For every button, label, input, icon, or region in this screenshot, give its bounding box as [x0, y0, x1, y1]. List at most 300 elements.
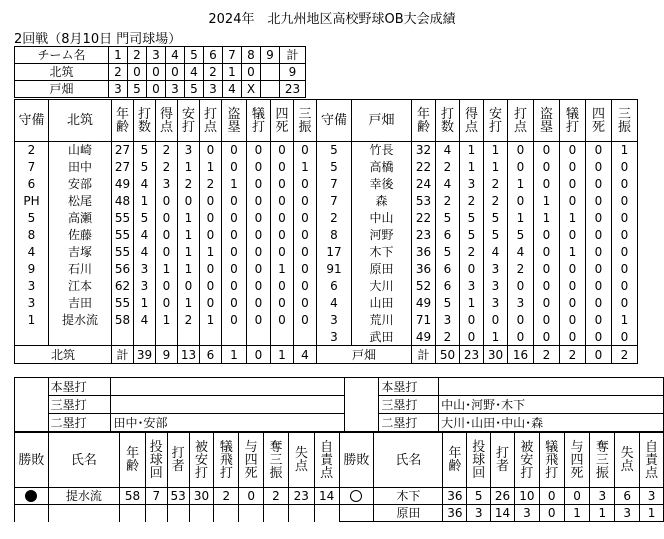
batting-cell: 0: [508, 159, 534, 176]
header-ip: 投球回: [145, 433, 167, 488]
batting-cell: 4: [508, 244, 534, 261]
inning-runs: 3: [204, 81, 223, 98]
batting-cell: 0: [586, 329, 612, 346]
batting-cell: 0: [612, 244, 638, 261]
batting-cell: 0: [222, 159, 247, 176]
batting-cell: 0: [560, 159, 586, 176]
total-value: 2: [534, 346, 560, 364]
batting-cell: 0: [156, 210, 178, 227]
header-result: 勝敗: [15, 433, 49, 488]
batting-cell: 5: [436, 244, 460, 261]
batting-cell: 0: [534, 176, 560, 193]
team-total-runs: 9: [280, 64, 306, 81]
header-runs: 得点: [460, 100, 484, 142]
batting-cell: 2: [484, 193, 508, 210]
batting-cell: 0: [294, 193, 317, 210]
batting-cell: 0: [560, 278, 586, 295]
batting-cell: 0: [534, 159, 560, 176]
batting-cell: 22: [412, 210, 436, 227]
pitching-empty-cell: [145, 505, 167, 522]
inning-label: 6: [204, 47, 223, 64]
header-rbi: 打点: [200, 100, 222, 142]
header-sac: 犠打: [247, 100, 271, 142]
header-hits: 安打: [178, 100, 200, 142]
header-bf: 打者: [491, 433, 515, 488]
batting-cell: 4: [317, 295, 352, 312]
total-value: 50: [436, 346, 460, 364]
batting-cell: 0: [200, 227, 222, 244]
xbh-label-triple: 三塁打: [379, 396, 439, 414]
total-value: 6: [200, 346, 222, 364]
batter-name: 吉田: [49, 295, 112, 312]
batting-cell: 0: [586, 210, 612, 227]
pitching-cell: 6: [615, 488, 640, 505]
batting-cell: 4: [15, 244, 49, 261]
inning-label: 5: [185, 47, 204, 64]
inning-runs: 0: [128, 64, 147, 81]
pitching-empty-cell: [214, 505, 239, 522]
batting-cell: 0: [294, 210, 317, 227]
header-result: 勝敗: [339, 433, 374, 488]
xbh-players-left-double: 田中･安部: [111, 414, 344, 432]
batting-cell: 0: [271, 193, 294, 210]
batting-cell: 55: [112, 295, 134, 312]
batting-cell: [112, 329, 134, 346]
inning-runs: 4: [185, 64, 204, 81]
batting-cell: 0: [586, 176, 612, 193]
pitching-cell: 2: [264, 488, 289, 505]
batting-cell: 0: [460, 312, 484, 329]
pitching-cell: 36: [443, 505, 467, 522]
batting-cell: 1: [294, 159, 317, 176]
inning-label: 4: [166, 47, 185, 64]
batting-cell: 0: [586, 142, 612, 159]
batting-cell: 71: [412, 312, 436, 329]
batting-cell: 7: [317, 193, 352, 210]
batting-cell: 0: [612, 159, 638, 176]
batting-cell: 27: [112, 142, 134, 159]
inning-label: 3: [147, 47, 166, 64]
batting-cell: 3: [484, 295, 508, 312]
header-bf: 打者: [167, 433, 189, 488]
batting-cell: 49: [412, 295, 436, 312]
batter-name: 森: [352, 193, 412, 210]
batting-cell: 0: [612, 329, 638, 346]
batting-cell: 0: [460, 261, 484, 278]
score-header-total: 計: [280, 47, 306, 64]
batting-cell: 5: [436, 210, 460, 227]
batting-cell: 9: [15, 261, 49, 278]
batter-name: 大川: [352, 278, 412, 295]
batting-cell: 58: [112, 312, 134, 329]
pitching-cell: 3: [467, 505, 491, 522]
batting-cell: 0: [178, 193, 200, 210]
batting-cell: 91: [317, 261, 352, 278]
pitching-cell: 3: [640, 488, 664, 505]
header-sac: 犠飛打: [214, 433, 239, 488]
total-team-right: 戸畑: [317, 346, 412, 364]
batting-cell: 2: [460, 193, 484, 210]
batting-cell: 1: [460, 295, 484, 312]
total-value: 0: [247, 346, 271, 364]
batting-cell: 0: [586, 193, 612, 210]
batting-cell: 1: [508, 210, 534, 227]
result-mark: [339, 505, 374, 522]
total-value: 0: [586, 346, 612, 364]
header-ab: 打数: [134, 100, 156, 142]
batting-cell: 4: [134, 176, 156, 193]
batting-cell: 1: [200, 159, 222, 176]
total-value: 39: [134, 346, 156, 364]
batting-cell: 0: [222, 295, 247, 312]
batting-cell: 0: [222, 210, 247, 227]
batting-cell: 55: [112, 227, 134, 244]
inning-label: 1: [109, 47, 128, 64]
batting-cell: 4: [436, 142, 460, 159]
batting-cell: 0: [222, 312, 247, 329]
xbh-players-right-double: 大川･山田･中山･森: [439, 414, 664, 432]
header-age: 年齢: [112, 100, 134, 142]
batting-cell: [134, 329, 156, 346]
batting-cell: 55: [112, 244, 134, 261]
batting-cell: 0: [294, 244, 317, 261]
batting-cell: 0: [156, 193, 178, 210]
batting-cell: [247, 329, 271, 346]
batter-name: 佐藤: [49, 227, 112, 244]
result-mark: [339, 488, 374, 505]
total-value: 1: [271, 346, 294, 364]
batting-cell: 5: [460, 227, 484, 244]
xbh-spacer-left: [15, 378, 49, 432]
batter-name: 中山: [352, 210, 412, 227]
batting-cell: 23: [412, 227, 436, 244]
inning-runs: 0: [147, 81, 166, 98]
batting-cell: 3: [15, 278, 49, 295]
batting-cell: 0: [484, 312, 508, 329]
batting-cell: 1: [200, 244, 222, 261]
batting-cell: 0: [612, 210, 638, 227]
pitching-empty-cell: [189, 505, 214, 522]
pitching-cell: 14: [491, 505, 515, 522]
inning-runs: 0: [147, 64, 166, 81]
batting-cell: 5: [317, 142, 352, 159]
batting-cell: 2: [200, 176, 222, 193]
batting-cell: 2: [317, 210, 352, 227]
batting-cell: 0: [247, 210, 271, 227]
batting-cell: [15, 329, 49, 346]
batting-cell: 5: [436, 295, 460, 312]
batting-cell: 62: [112, 278, 134, 295]
batting-cell: 0: [200, 278, 222, 295]
header-sb: 盗塁: [222, 100, 247, 142]
xbh-players-right-hr: [439, 378, 664, 396]
batting-cell: 1: [178, 159, 200, 176]
batter-name: [49, 329, 112, 346]
pitching-empty-cell: [167, 505, 189, 522]
batting-cell: 0: [508, 312, 534, 329]
batting-cell: PH: [15, 193, 49, 210]
batting-cell: 0: [247, 227, 271, 244]
batting-cell: 17: [317, 244, 352, 261]
batting-cell: 5: [134, 159, 156, 176]
batting-cell: 3: [317, 329, 352, 346]
batter-name: 竹長: [352, 142, 412, 159]
batting-cell: 0: [560, 142, 586, 159]
pitcher-name: 木下: [374, 488, 443, 505]
inning-runs: 4: [223, 81, 242, 98]
header-r: 失点: [615, 433, 640, 488]
batting-cell: 3: [508, 295, 534, 312]
pitching-empty-cell: [48, 505, 119, 522]
batter-name: 武田: [352, 329, 412, 346]
batting-cell: 0: [586, 295, 612, 312]
pitching-cell: 53: [167, 488, 189, 505]
batter-name: 吉塚: [49, 244, 112, 261]
team-name: 戸畑: [15, 81, 109, 98]
batter-name: 河野: [352, 227, 412, 244]
header-runs: 得点: [156, 100, 178, 142]
batting-cell: [271, 329, 294, 346]
inning-label: 7: [223, 47, 242, 64]
batting-cell: 5: [484, 227, 508, 244]
batting-cell: 0: [560, 227, 586, 244]
batting-cell: 4: [134, 244, 156, 261]
batting-cell: 1: [271, 261, 294, 278]
batting-cell: [178, 329, 200, 346]
batting-cell: 0: [586, 278, 612, 295]
total-value: 16: [508, 346, 534, 364]
batting-cell: 48: [112, 193, 134, 210]
batting-cell: 1: [178, 261, 200, 278]
score-header-team: チーム名: [15, 47, 109, 64]
inning-runs: [261, 64, 280, 81]
batting-cell: [200, 329, 222, 346]
pitcher-name: 提水流: [48, 488, 119, 505]
batting-cell: 36: [412, 261, 436, 278]
batting-cell: 7: [317, 176, 352, 193]
batting-cell: 5: [460, 210, 484, 227]
batting-cell: 0: [508, 278, 534, 295]
batting-cell: 0: [294, 227, 317, 244]
page-title: 2024年 北九州地区高校野球OB大会成績: [208, 12, 456, 27]
batting-cell: 0: [222, 244, 247, 261]
batting-cell: 4: [436, 176, 460, 193]
batting-cell: 0: [508, 193, 534, 210]
batter-name: 安部: [49, 176, 112, 193]
batting-cell: 1: [612, 312, 638, 329]
batting-cell: 6: [436, 227, 460, 244]
header-rbi: 打点: [508, 100, 534, 142]
header-r: 失点: [288, 433, 314, 488]
xbh-label-triple: 三塁打: [48, 396, 111, 414]
pitching-cell: 10: [514, 488, 539, 505]
batter-name: 山田: [352, 295, 412, 312]
batter-name: 高瀬: [49, 210, 112, 227]
batting-cell: 0: [247, 295, 271, 312]
loss-mark-icon: [25, 490, 37, 502]
batting-cell: 0: [560, 176, 586, 193]
batting-cell: 24: [412, 176, 436, 193]
batting-cell: 0: [247, 312, 271, 329]
batting-cell: 49: [112, 176, 134, 193]
batter-name: 荒川: [352, 312, 412, 329]
batting-cell: 0: [612, 261, 638, 278]
batting-cell: 0: [271, 210, 294, 227]
inning-runs: 1: [223, 64, 242, 81]
batting-cell: 0: [247, 193, 271, 210]
batter-name: 幸後: [352, 176, 412, 193]
batting-cell: 32: [412, 142, 436, 159]
pitching-empty-cell: [120, 505, 146, 522]
pitching-cell: 1: [590, 505, 615, 522]
batting-cell: 0: [460, 329, 484, 346]
batting-cell: 1: [534, 210, 560, 227]
header-position: 守備: [317, 100, 352, 142]
team-total-runs: 23: [280, 81, 306, 98]
batting-cell: 3: [15, 295, 49, 312]
batting-cell: 2: [460, 244, 484, 261]
batting-cell: 0: [178, 278, 200, 295]
win-mark-icon: [350, 490, 362, 502]
header-hits: 安打: [484, 100, 508, 142]
batting-cell: 1: [508, 176, 534, 193]
batting-cell: 3: [460, 176, 484, 193]
batting-cell: 3: [484, 278, 508, 295]
pitching-empty-cell: [314, 505, 339, 522]
pitching-cell: 23: [288, 488, 314, 505]
xbh-spacer-right: [344, 378, 379, 432]
header-pitcher-name: 氏名: [374, 433, 443, 488]
batting-cell: 2: [156, 142, 178, 159]
xbh-label-hr: 本塁打: [379, 378, 439, 396]
total-label: 計: [412, 346, 436, 364]
batting-cell: 3: [484, 261, 508, 278]
batting-cell: 0: [586, 244, 612, 261]
header-pitcher-name: 氏名: [48, 433, 119, 488]
batting-cell: 1: [134, 193, 156, 210]
header-h: 被安打: [514, 433, 539, 488]
pitching-empty-cell: [239, 505, 264, 522]
batter-name: 松尾: [49, 193, 112, 210]
batting-cell: 0: [508, 329, 534, 346]
batting-cell: 0: [534, 295, 560, 312]
batting-cell: 56: [112, 261, 134, 278]
batting-cell: 1: [560, 244, 586, 261]
pitching-cell: 3: [514, 505, 539, 522]
header-bb: 与四死: [564, 433, 590, 488]
pitching-cell: 14: [314, 488, 339, 505]
header-age: 年齢: [412, 100, 436, 142]
batting-cell: 1: [178, 244, 200, 261]
batting-cell: 27: [112, 159, 134, 176]
batting-cell: 5: [134, 210, 156, 227]
batting-cell: 0: [156, 227, 178, 244]
batting-cell: 0: [200, 142, 222, 159]
batting-cell: 6: [15, 176, 49, 193]
batting-cell: 0: [586, 227, 612, 244]
batting-cell: 1: [560, 210, 586, 227]
batting-cell: 0: [271, 312, 294, 329]
xbh-players-right-triple: 中山･河野･木下: [439, 396, 664, 414]
result-mark: [15, 488, 49, 505]
pitching-cell: 0: [239, 488, 264, 505]
batting-cell: 0: [271, 278, 294, 295]
batting-cell: 1: [134, 295, 156, 312]
batting-cell: 3: [317, 312, 352, 329]
inning-runs: 0: [166, 64, 185, 81]
batting-table: [14, 99, 638, 364]
pitching-cell: 2: [214, 488, 239, 505]
batting-cell: 3: [134, 278, 156, 295]
batting-cell: 0: [156, 244, 178, 261]
header-sac: 犠打: [560, 100, 586, 142]
batting-cell: 52: [412, 278, 436, 295]
extra-base-hits-table: [14, 377, 664, 432]
batting-cell: 0: [560, 193, 586, 210]
header-so: 奪三振: [264, 433, 289, 488]
batting-cell: 3: [460, 278, 484, 295]
pitching-cell: 36: [443, 488, 467, 505]
inning-runs: 2: [109, 64, 128, 81]
total-value: 23: [460, 346, 484, 364]
batting-cell: 3: [436, 312, 460, 329]
batter-name: 江本: [49, 278, 112, 295]
batting-cell: 0: [612, 193, 638, 210]
batting-cell: 53: [412, 193, 436, 210]
batting-cell: 3: [178, 142, 200, 159]
pitcher-name: 原田: [374, 505, 443, 522]
pitching-empty-cell: [264, 505, 289, 522]
batting-cell: 0: [200, 295, 222, 312]
header-sac: 犠飛打: [539, 433, 564, 488]
total-label: 計: [112, 346, 134, 364]
batting-cell: 0: [271, 295, 294, 312]
inning-runs: 3: [166, 81, 185, 98]
batting-cell: 55: [112, 210, 134, 227]
batting-cell: 7: [15, 159, 49, 176]
batting-cell: 6: [317, 278, 352, 295]
pitching-cell: 0: [539, 505, 564, 522]
batting-cell: 2: [178, 176, 200, 193]
batting-cell: 0: [271, 159, 294, 176]
batting-cell: 0: [294, 176, 317, 193]
score-table: [14, 46, 306, 98]
batting-cell: 0: [156, 278, 178, 295]
batting-cell: 1: [484, 142, 508, 159]
batting-cell: 0: [156, 295, 178, 312]
batting-cell: 0: [534, 312, 560, 329]
batting-cell: 0: [271, 176, 294, 193]
header-so: 奪三振: [590, 433, 615, 488]
game-subtitle: 2回戦（8月10日 門司球場）: [14, 32, 182, 47]
inning-runs: 5: [128, 81, 147, 98]
pitching-table: [14, 432, 664, 522]
batting-cell: 0: [294, 295, 317, 312]
batting-cell: 0: [247, 244, 271, 261]
xbh-players-left-hr: [111, 378, 344, 396]
batting-cell: [222, 329, 247, 346]
batting-cell: 1: [15, 312, 49, 329]
header-sb: 盗塁: [534, 100, 560, 142]
inning-runs: X: [242, 81, 261, 98]
pitching-cell: 0: [564, 488, 590, 505]
batting-cell: 1: [484, 329, 508, 346]
pitching-cell: 0: [539, 488, 564, 505]
pitching-cell: 1: [564, 505, 590, 522]
batting-cell: 4: [484, 244, 508, 261]
inning-runs: 0: [242, 64, 261, 81]
batting-cell: 0: [560, 312, 586, 329]
